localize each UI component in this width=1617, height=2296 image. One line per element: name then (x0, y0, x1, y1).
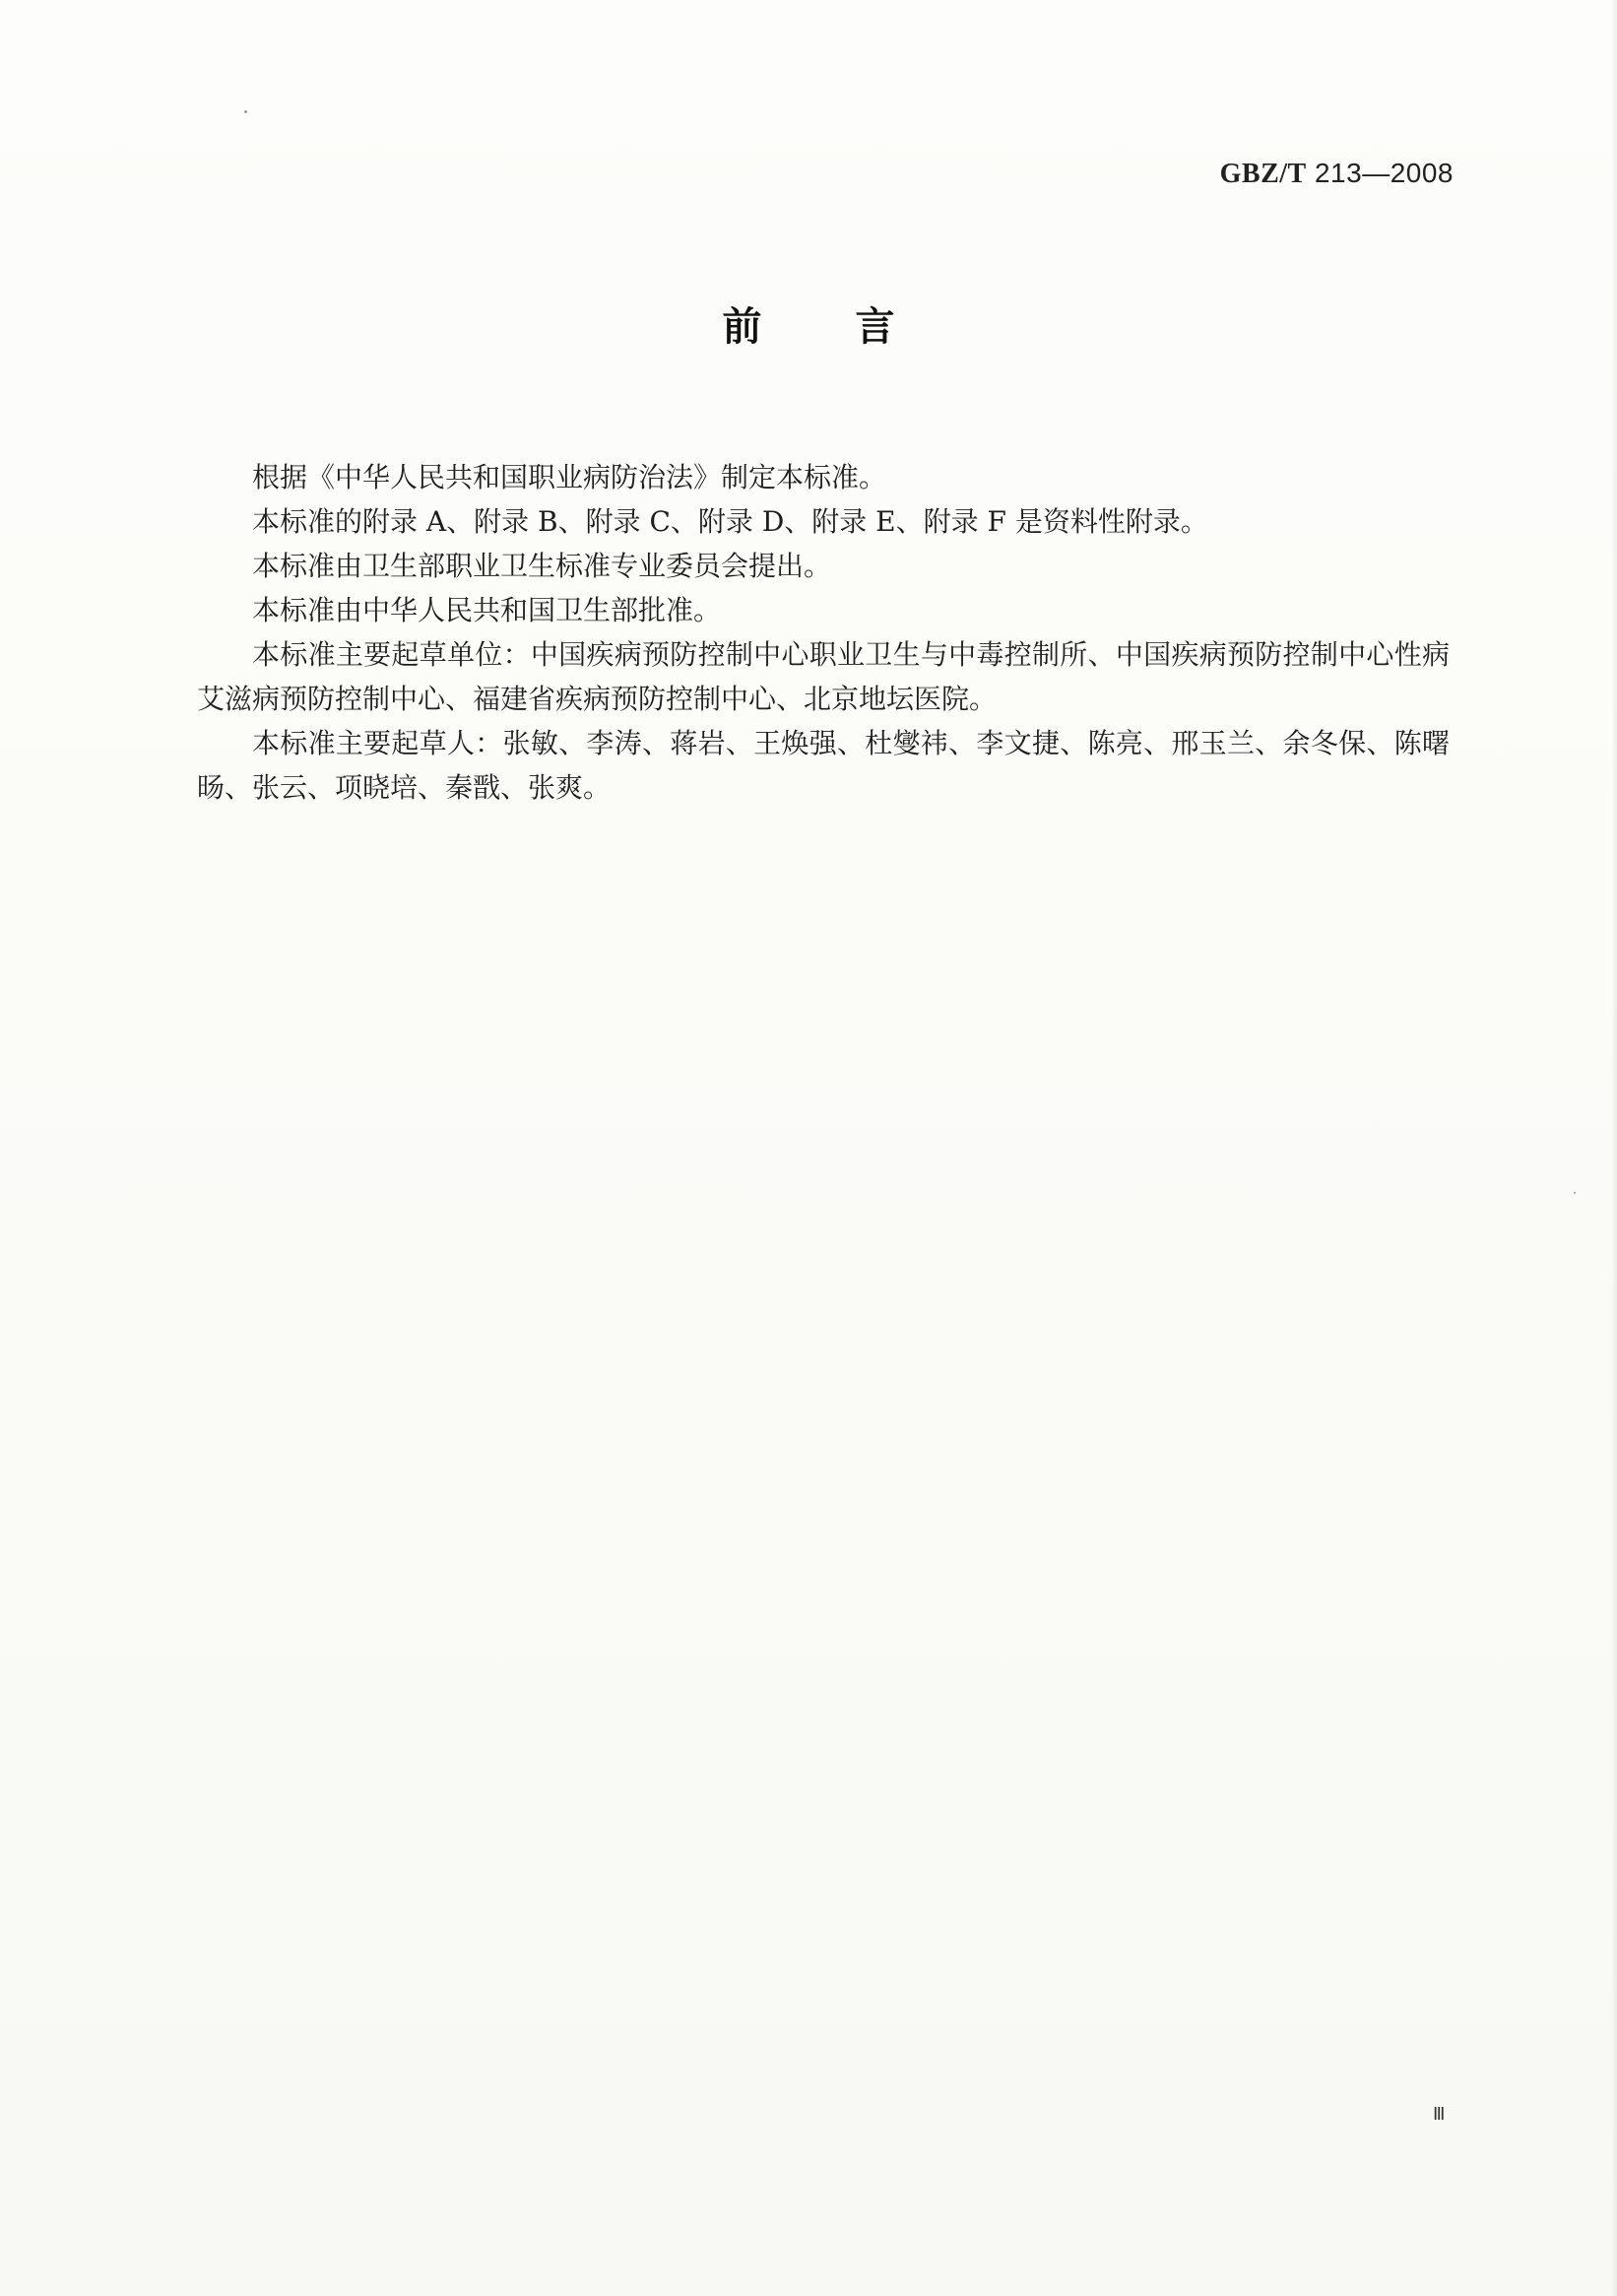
scan-speck (244, 110, 247, 113)
paragraph-proposed-by: 本标准由卫生部职业卫生标准专业委员会提出。 (252, 550, 832, 582)
paragraph-drafting-units: 本标准主要起草单位：中国疾病预防控制中心职业卫生与中毒控制所、中国疾病预防控制中心性病艾滋病预防控制中心、福建省疾病预防控制中心、北京地坛医院。 (197, 638, 1450, 715)
paragraph-approved-by: 本标准由中华人民共和国卫生部批准。 (252, 594, 722, 626)
standard-code: 213—2008 (1306, 158, 1454, 188)
preface-body (197, 455, 1450, 810)
paragraph-drafters: 本标准主要起草人：张敏、李涛、蒋岩、王焕强、杜燮祎、李文捷、陈亮、邢玉兰、余冬保、陈曙旸、张云、项晓培、秦戬、张爽。 (197, 727, 1450, 804)
standard-prefix: GBZ/T (1219, 159, 1307, 189)
standard-number (1220, 158, 1454, 190)
paragraph-appendices: 本标准的附录 A、附录 B、附录 C、附录 D、附录 E、附录 F 是资料性附录。 (252, 505, 1208, 538)
page-number: Ⅲ (1433, 2104, 1446, 2124)
page-title: 前言 (722, 304, 989, 350)
page-edge-shadow (1611, 0, 1617, 2296)
paragraph-legal-basis: 根据《中华人民共和国职业病防治法》制定本标准。 (252, 461, 887, 493)
scan-speck (1574, 1192, 1576, 1194)
